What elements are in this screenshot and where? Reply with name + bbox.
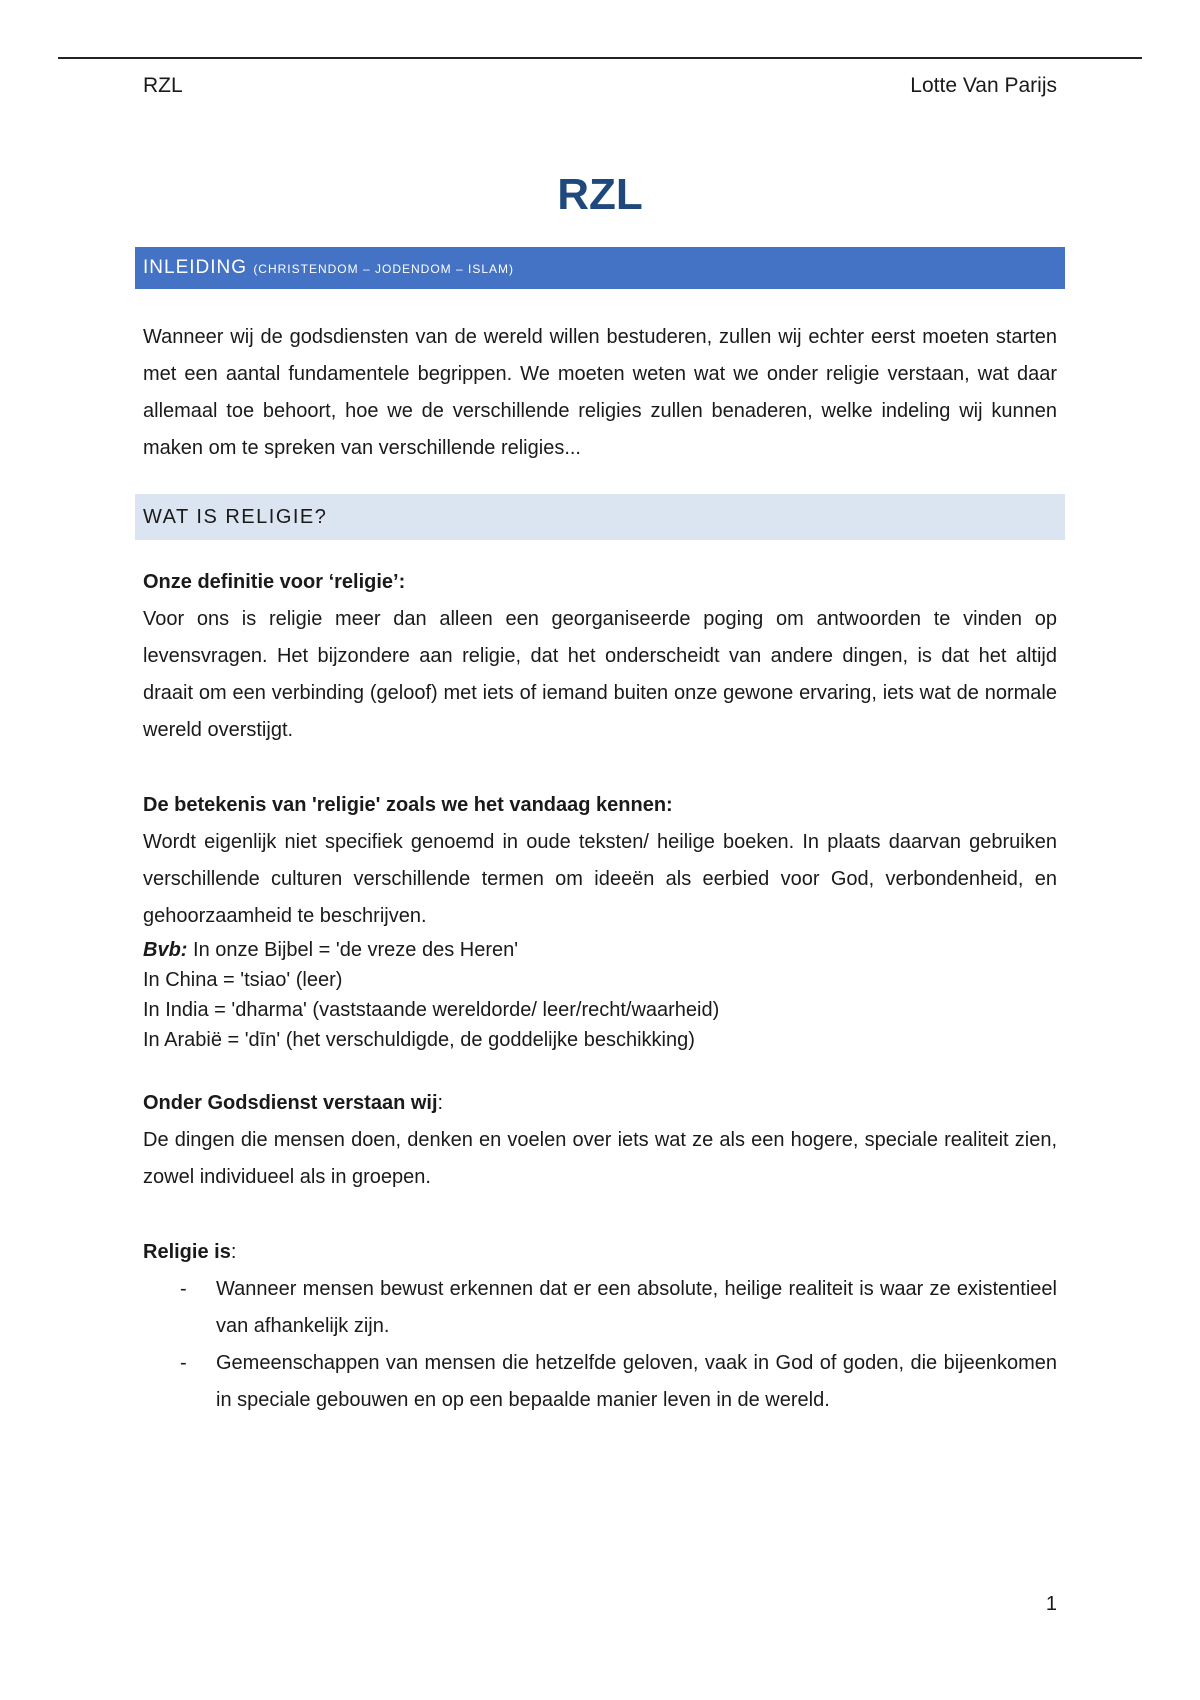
page-title: RZL [557,170,643,219]
section-heading-what-is-religion: WAT IS RELIGIE? [135,494,1065,540]
header-rule [58,57,1142,59]
godsdienst-heading [143,1085,1057,1122]
list-item [143,1345,1057,1419]
religie-is-list [143,1271,1057,1419]
definition-paragraph: Voor ons is religie meer dan alleen een georganiseerde poging om antwoorden te vinden op levensvragen. Het bijzondere aan religie, dat het onderscheidt van andere dingen, is dat het altijd draait om een verbinding (geloof) met iets of iemand buiten onze gewone ervaring, iets wat de normale wereld overstijgt. [143,608,1057,741]
example-bible: In onze Bijbel = 'de vreze des Heren' [187,939,519,961]
list-item-text: Gemeenschappen van mensen die hetzelfde geloven, vaak in God of goden, die bijeenkomen in speciale gebouwen en op een bepaalde manier leven in de wereld. [216,1352,1057,1411]
page-content [143,70,1057,1419]
running-header [143,70,1057,102]
intro-heading: INLEIDING [143,257,248,278]
godsdienst-paragraph: De dingen die mensen doen, denken en voelen over iets wat ze als een hogere, speciale realiteit zien, zowel individueel als in groepen. [143,1129,1057,1188]
bullet-dash: - [180,1352,187,1374]
religie-is-heading-colon: : [230,1241,237,1263]
bullet-dash: - [180,1278,187,1300]
list-item-text: Wanneer mensen bewust erkennen dat er een absolute, heilige realiteit is waar ze existentieel van afhankelijk zijn. [216,1278,1057,1337]
page-number: 1 [1045,1593,1057,1615]
definition-heading: Onze definitie voor ‘religie’: [143,571,406,593]
intro-heading-subtitle: (CHRISTENDOM – JODENDOM – ISLAM) [253,262,514,276]
example-india: In India = 'dharma' (vaststaande wereldorde/ leer/recht/waarheid) [143,999,720,1021]
godsdienst-heading-colon: : [437,1092,444,1114]
intro-paragraph: Wanneer wij de godsdiensten van de wereld willen bestuderen, zullen wij echter eerst moeten starten met een aantal fundamentele begrippen. We moeten weten wat we onder religie verstaan, wat daar allemaal toe behoort, hoe we de verschillende religies zullen benaderen, welke indeling wij kunnen maken om te spreken van verschillende religies... [143,326,1057,459]
example-arabia: In Arabië = 'dīn' (het verschuldigde, de goddelijke beschikking) [143,1029,695,1051]
godsdienst-heading-text: Onder Godsdienst verstaan wij [143,1092,438,1114]
list-item [143,1271,1057,1345]
example-china: In China = 'tsiao' (leer) [143,969,343,991]
meaning-heading: De betekenis van 'religie' zoals we het vandaag kennen: [143,794,673,816]
section-heading-intro [135,247,1065,289]
religie-is-heading [143,1234,1057,1271]
header-left: RZL [143,74,183,97]
religie-is-heading-text: Religie is [143,1241,231,1263]
header-right: Lotte Van Parijs [910,74,1057,97]
meaning-paragraph: Wordt eigenlijk niet specifiek genoemd in oude teksten/ heilige boeken. In plaats daarvan gebruiken verschillende culturen verschillende termen om ideeën als eerbied voor God, verbondenheid, en gehoorzaamheid te beschrijven. [143,831,1057,927]
example-line [143,935,1057,965]
example-label: Bvb: [143,939,188,961]
